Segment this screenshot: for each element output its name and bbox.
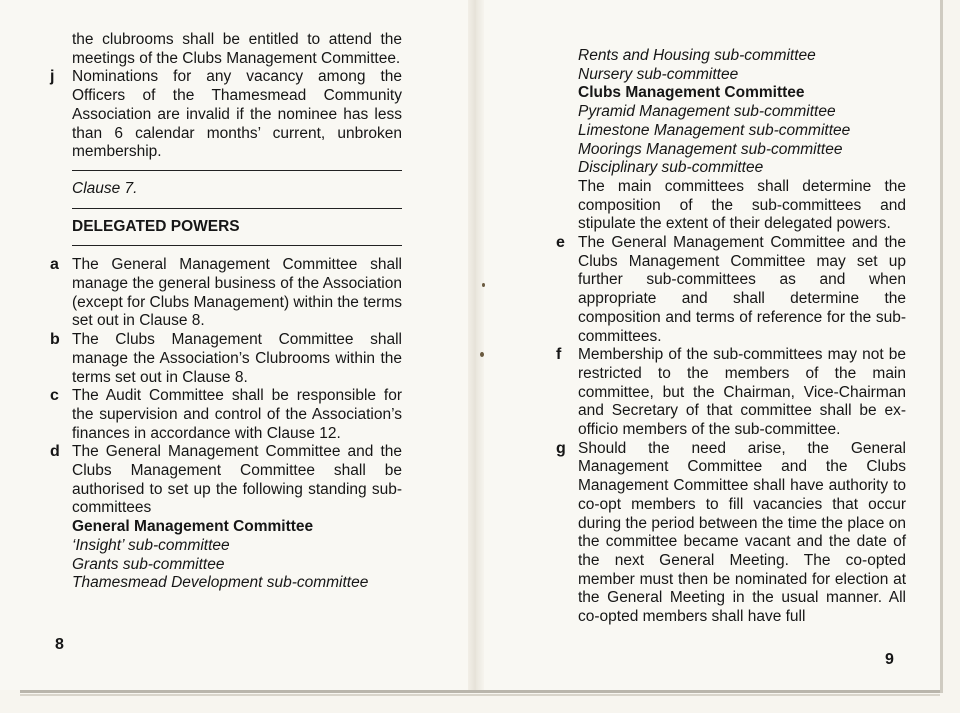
item-d	[50, 443, 402, 518]
right-column	[556, 47, 906, 627]
d-continued-paragraph: The main committees shall determine the composition of the sub-committees and stipulate the extent of their delegated powers.	[578, 177, 906, 233]
sub-committee-item: ‘Insight’ sub-committee	[72, 536, 230, 554]
item-text: Nominations for any vacancy among the Officers of the Thamesmead Community Association are invalid if the nominee has less than 6 calendar months’ current, unbroken membership.	[72, 68, 402, 161]
speck-mark	[482, 283, 485, 287]
sub-committee-item: Pyramid Management sub-committee	[578, 103, 836, 121]
book-gutter	[468, 0, 484, 690]
item-c	[50, 387, 402, 443]
item-label: b	[50, 331, 60, 349]
item-text: The Audit Committee shall be responsible for the supervision and control of the Association’s finances in accordance with Clause 12.	[72, 387, 402, 442]
divider	[72, 170, 402, 171]
intro-paragraph: the clubrooms shall be entitled to attend the meetings of the Clubs Management Committee.	[72, 31, 402, 67]
committee-heading: General Management Committee	[72, 518, 314, 536]
item-text: The General Management Committee and the Clubs Management Committee shall be authorised to set up the following standing sub-committees	[72, 443, 402, 517]
left-column	[50, 31, 402, 593]
sub-committee-item: Rents and Housing sub-committee	[578, 47, 816, 64]
item-f	[556, 346, 906, 440]
item-text: Membership of the sub-committees may not be restricted to the members of the main committee, but the Chairman, Vice-Chairman and Secretary of that committee shall be ex-officio members of the sub-committee.	[578, 346, 906, 439]
page-edge	[20, 690, 940, 693]
divider	[72, 245, 402, 246]
page-number: 9	[885, 651, 894, 668]
item-text: The Clubs Management Committee shall manage the Association’s Clubrooms within the terms set out in Clause 8.	[72, 331, 402, 386]
page-edge-shadow	[20, 694, 940, 696]
item-b	[50, 331, 402, 387]
item-label: c	[50, 387, 59, 405]
item-j	[50, 68, 402, 162]
committee-heading: Clubs Management Committee	[578, 84, 805, 102]
gmc-list-continued	[556, 47, 906, 178]
item-label: j	[50, 68, 55, 86]
divider	[72, 208, 402, 209]
sub-committee-item: Moorings Management sub-committee	[578, 140, 843, 158]
sub-committee-item: Nursery sub-committee	[578, 65, 739, 83]
section-heading: DELEGATED POWERS	[72, 217, 240, 235]
speck-mark	[480, 352, 484, 357]
sub-committee-item: Limestone Management sub-committee	[578, 121, 851, 139]
item-e	[556, 234, 906, 346]
item-text: Should the need arise, the General Management Committee and the Clubs Management Committee shall have authority to co-opt members to fill vacancies that occur during the period between the time the place on the committee became vacant and the date of the next General Meeting. The co-opted member must then be nominated for election at the General Meeting in the usual manner. All co-opted members shall have full	[578, 439, 906, 626]
item-a	[50, 256, 402, 331]
item-label: g	[556, 439, 566, 457]
item-label: e	[556, 234, 565, 252]
item-label: f	[556, 346, 562, 364]
page-number: 8	[55, 636, 64, 653]
sub-committee-item: Disciplinary sub-committee	[578, 159, 764, 177]
item-text: The General Management Committee and the Clubs Management Committee may set up further sub-committees as and when appropriate and shall determine the composition and terms of reference for the sub-committees.	[578, 234, 906, 345]
sub-committee-item: Thamesmead Development sub-committee	[72, 574, 369, 592]
item-label: a	[50, 256, 59, 274]
right-page-edge	[940, 0, 943, 693]
gmc-list	[50, 518, 402, 593]
clause-title: Clause 7.	[72, 179, 138, 197]
item-label: d	[50, 443, 60, 461]
item-g	[556, 440, 906, 627]
sub-committee-item: Grants sub-committee	[72, 555, 225, 573]
item-text: The General Management Committee shall manage the general business of the Association (except for Clubs Management) within the terms set out in Clause 8.	[72, 256, 402, 330]
